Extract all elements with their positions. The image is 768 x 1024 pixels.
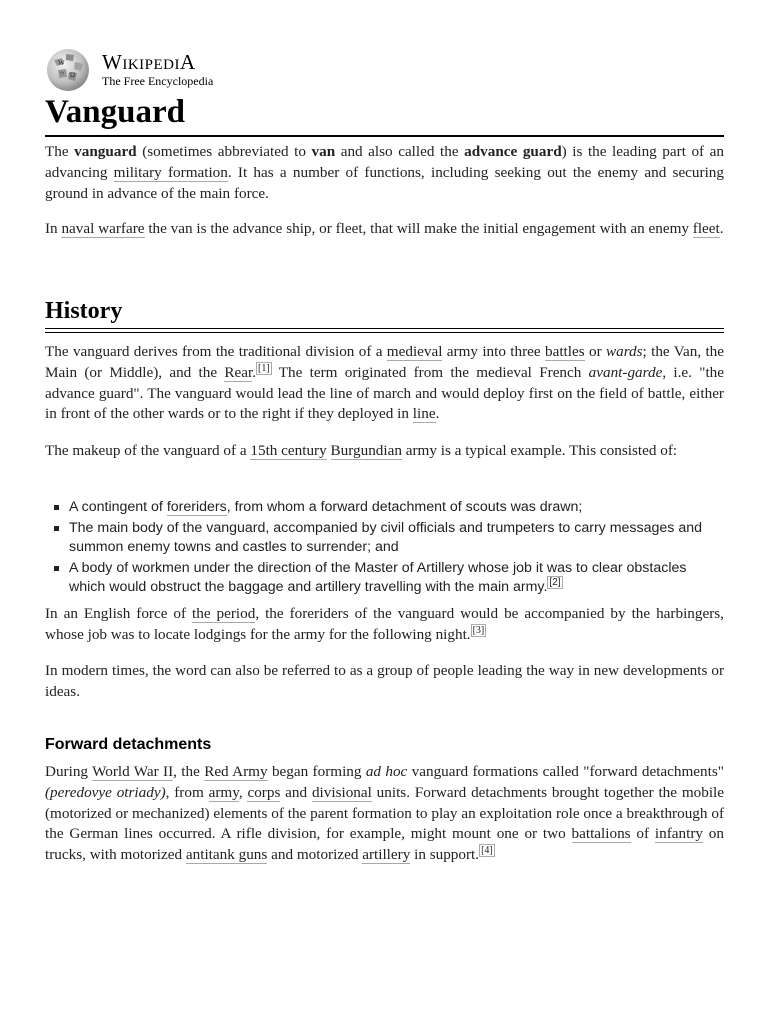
text: . <box>435 405 440 423</box>
intro-paragraph-1 <box>45 142 724 204</box>
text: , from <box>165 783 209 801</box>
link-military-formation[interactable]: military formation <box>113 163 228 181</box>
text: ) is the leading part of an advancing <box>45 143 725 181</box>
text: A contingent of <box>69 499 167 515</box>
svg-text:Ω: Ω <box>70 71 76 79</box>
text: of <box>630 825 655 843</box>
text: units. Forward detachments brought together the mobile (motorized or mechanized) elements of the parent formation to play an exploitation role once a breakthrough of the German lines occurred. A rifle division, for example, might mount one or two <box>45 783 725 843</box>
text: . It has a number of functions, including seeking out the enemy and securing ground in advance of the main force. <box>45 163 724 202</box>
text: . <box>252 363 257 381</box>
text: ; the Van, the Main (or Middle), and the <box>45 343 725 381</box>
link-corps[interactable]: corps <box>247 783 281 801</box>
link-red-army[interactable]: Red Army <box>204 763 268 780</box>
italic-term: avant-garde <box>588 363 663 381</box>
bold-term: vanguard <box>74 143 137 160</box>
forward-detachments-paragraph <box>45 762 724 866</box>
text: In an English force of <box>45 605 193 622</box>
reference-4[interactable]: [4] <box>481 845 493 857</box>
italic-term: ad hoc <box>365 763 408 780</box>
link-line[interactable]: line <box>412 405 436 423</box>
text: army into three <box>442 343 545 360</box>
link-the-period[interactable]: the period <box>192 605 256 622</box>
bold-term: van <box>311 143 336 160</box>
history-paragraph-4 <box>45 661 724 703</box>
link-divisional[interactable]: divisional <box>311 783 372 801</box>
text: The makeup of the vanguard of a <box>45 442 251 459</box>
svg-text:W: W <box>58 59 65 67</box>
link-infantry[interactable]: infantry <box>654 825 703 843</box>
history-paragraph-3 <box>45 604 724 646</box>
text: in support. <box>410 846 480 864</box>
history-paragraph-2 <box>45 441 724 462</box>
text: The vanguard derives from the traditional division of a <box>45 343 387 360</box>
tagline: The Free Encyclopedia <box>102 74 214 88</box>
vanguard-composition-list <box>45 498 724 599</box>
link-15th-century[interactable]: 15th century <box>250 442 327 459</box>
link-world-war-ii[interactable]: World War II <box>92 763 174 780</box>
link-foreriders[interactable]: foreriders <box>166 499 227 515</box>
link-battles[interactable]: battles <box>544 343 585 360</box>
history-divider-bottom <box>45 332 724 333</box>
history-paragraph-1 <box>45 342 724 425</box>
link-battalions[interactable]: battalions <box>571 825 631 843</box>
link-rear[interactable]: Rear <box>224 363 253 381</box>
wordmark: WIKIPEDIA <box>102 50 196 74</box>
link-artillery[interactable]: artillery <box>362 846 411 864</box>
text: A body of workmen under the direction of the Master of Artillery whose job it was to clear obstacles which would obstruct the baggage and artillery travelling with the main army. <box>69 560 687 595</box>
text: The main body of the vanguard, accompanied by civil officials and trumpeters to carry messages and summon enemy towns and castles to surrender; and <box>69 520 702 555</box>
text: the van is the advance ship, or fleet, that will make the initial engagement with an enemy <box>144 220 693 237</box>
link-naval-warfare[interactable]: naval warfare <box>61 220 145 237</box>
text: army is a typical example. This consisted of: <box>401 442 678 459</box>
reference-1[interactable]: [1] <box>258 362 270 374</box>
text: , <box>238 783 248 801</box>
text: In modern times, the word can also be referred to as a group of people leading the way in new developments or ideas. <box>45 662 724 700</box>
text: , the foreriders of the vanguard would be accompanied by the harbingers, whose job was to locate lodgings for the army for the following night. <box>45 605 724 643</box>
text: and <box>280 783 312 801</box>
text: The term originated from the medieval French <box>271 363 589 381</box>
link-army[interactable]: army <box>208 783 239 801</box>
italic-term: wards <box>605 343 643 360</box>
text: , i.e. "the advance guard". The vanguard would lead the line of march and would deploy first on the field of battle, either in front of the other wards or to the right if they deployed in <box>45 363 725 423</box>
text: (sometimes abbreviated to <box>136 143 312 160</box>
text: During <box>45 763 93 780</box>
text: . <box>719 220 724 237</box>
italic-term: (peredovye otriady) <box>45 783 166 801</box>
text: on trucks, with motorized <box>45 825 724 864</box>
link-fleet[interactable]: fleet <box>692 220 720 237</box>
text: The <box>45 143 75 160</box>
svg-text:ウ: ウ <box>59 72 66 78</box>
forward-detachments-heading: Forward detachments <box>45 736 212 753</box>
link-medieval[interactable]: medieval <box>386 343 443 360</box>
history-divider-top <box>45 328 724 329</box>
list-item <box>45 559 724 597</box>
text: and motorized <box>267 846 363 864</box>
page-title: Vanguard <box>45 94 186 130</box>
intro-paragraph-2 <box>45 219 724 240</box>
text: vanguard formations called "forward detachments" <box>407 763 724 780</box>
bold-term: advance guard <box>464 143 562 160</box>
wikipedia-globe-icon <box>44 46 92 92</box>
text: , from whom a forward detachment of scouts was drawn; <box>226 499 583 515</box>
text: , the <box>173 763 205 780</box>
list-item <box>45 519 724 557</box>
list-item <box>45 498 724 517</box>
wikipedia-logo[interactable] <box>44 46 224 92</box>
link-burgundian[interactable]: Burgundian <box>330 442 402 459</box>
history-heading: History <box>45 298 123 324</box>
title-divider <box>45 135 724 137</box>
reference-3[interactable]: [3] <box>472 624 485 636</box>
text: and also called the <box>335 143 465 160</box>
text: began forming <box>267 763 366 780</box>
text: In <box>45 220 62 237</box>
link-antitank-guns[interactable]: antitank guns <box>185 846 268 864</box>
text: or <box>584 343 606 360</box>
text <box>327 442 331 459</box>
reference-2[interactable]: [2] <box>549 577 561 589</box>
